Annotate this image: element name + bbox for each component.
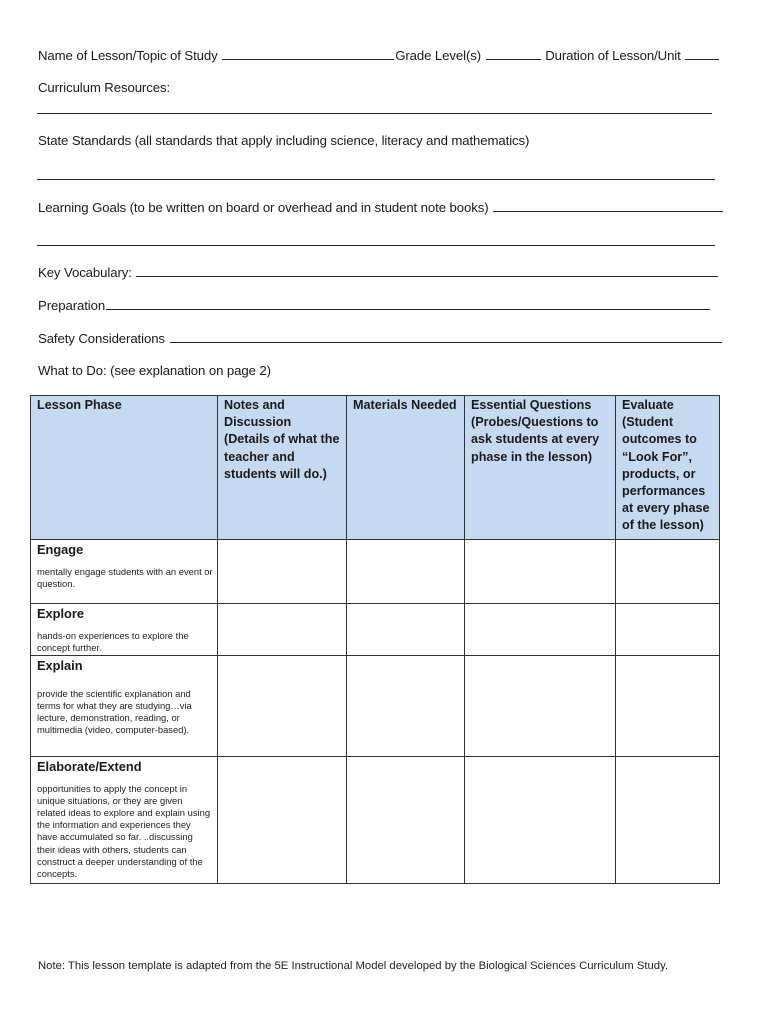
- phase-name: Explain: [37, 657, 83, 673]
- learning-goals-blank-2[interactable]: [37, 245, 715, 246]
- safety-blank[interactable]: [170, 330, 722, 343]
- preparation-label: Preparation: [38, 298, 106, 313]
- table-row-elaborate: [31, 756, 720, 883]
- evaluate-cell[interactable]: [616, 655, 720, 756]
- phase-name: Engage: [37, 541, 84, 557]
- phase-description: hands-on experiences to explore the concept further.: [37, 629, 189, 653]
- phase-cell: [31, 539, 218, 603]
- notes-cell[interactable]: [218, 603, 347, 655]
- header-materials-needed: Materials Needed: [347, 396, 465, 540]
- materials-cell[interactable]: [347, 756, 465, 883]
- table-header-row: [31, 396, 720, 540]
- preparation-blank[interactable]: [106, 297, 710, 310]
- grade-level-blank[interactable]: [486, 47, 541, 60]
- questions-cell[interactable]: [465, 655, 616, 756]
- duration-blank[interactable]: [685, 47, 719, 60]
- materials-cell[interactable]: [347, 603, 465, 655]
- key-vocabulary-line: [38, 264, 719, 281]
- notes-cell[interactable]: [218, 655, 347, 756]
- lesson-plan-table: [30, 395, 720, 884]
- phase-description: opportunities to apply the concept in unique situations, or they are given related ideas to explore and explain using the information and experiences they have accumulated so far. ..discussing their ideas with others, students can construct a deeper understanding of the concepts.: [37, 782, 211, 880]
- header-notes-discussion: Notes and Discussion (Details of what the teacher and students will do.): [218, 396, 347, 540]
- what-to-do-label: What to Do: (see explanation on page 2): [38, 363, 271, 378]
- phase-description: mentally engage students with an event or question.: [37, 565, 213, 589]
- questions-cell[interactable]: [465, 756, 616, 883]
- evaluate-cell[interactable]: [616, 539, 720, 603]
- materials-cell[interactable]: [347, 539, 465, 603]
- table-row-explain: [31, 655, 720, 756]
- grade-level-label: Grade Level(s): [395, 48, 482, 63]
- phase-cell: [31, 655, 218, 756]
- header-evaluate: Evaluate (Student outcomes to “Look For”, products, or performances at every phase of the lesson): [616, 396, 720, 540]
- key-vocabulary-blank[interactable]: [136, 264, 718, 277]
- lesson-info-line: [38, 47, 720, 64]
- safety-label: Safety Considerations: [38, 331, 165, 346]
- lesson-name-label: Name of Lesson/Topic of Study: [38, 48, 218, 63]
- curriculum-resources-blank[interactable]: [37, 113, 712, 114]
- phase-name: Explore: [37, 605, 84, 621]
- evaluate-cell[interactable]: [616, 756, 720, 883]
- learning-goals-blank[interactable]: [493, 199, 723, 212]
- safety-line: [38, 330, 723, 347]
- questions-cell[interactable]: [465, 539, 616, 603]
- materials-cell[interactable]: [347, 655, 465, 756]
- key-vocabulary-label: Key Vocabulary:: [38, 265, 132, 280]
- state-standards-label: State Standards (all standards that apply including science, literacy and mathematics): [38, 133, 530, 148]
- header-essential-questions: Essential Questions (Probes/Questions to ask students at every phase in the lesson): [465, 396, 616, 540]
- table-row-explore: [31, 603, 720, 655]
- table-row-engage: [31, 539, 720, 603]
- phase-description: provide the scientific explanation and terms for what they are studying…via lecture, demonstration, reading, or multimedia (video, computer-based).: [37, 687, 192, 736]
- phase-name: Elaborate/Extend: [37, 758, 142, 774]
- header-lesson-phase: Lesson Phase: [31, 396, 218, 540]
- lesson-name-blank[interactable]: [222, 47, 394, 60]
- notes-cell[interactable]: [218, 756, 347, 883]
- footer-note: Note: This lesson template is adapted from the 5E Instructional Model developed by the Biological Sciences Curriculum Study.: [38, 960, 669, 972]
- phase-cell: [31, 756, 218, 883]
- curriculum-resources-label: Curriculum Resources:: [38, 80, 171, 95]
- learning-goals-line: [38, 199, 724, 216]
- evaluate-cell[interactable]: [616, 603, 720, 655]
- phase-cell: [31, 603, 218, 655]
- learning-goals-label: Learning Goals (to be written on board or overhead and in student note books): [38, 200, 489, 215]
- state-standards-blank[interactable]: [37, 179, 715, 180]
- duration-label: Duration of Lesson/Unit: [545, 48, 681, 63]
- notes-cell[interactable]: [218, 539, 347, 603]
- questions-cell[interactable]: [465, 603, 616, 655]
- preparation-line: [38, 297, 711, 314]
